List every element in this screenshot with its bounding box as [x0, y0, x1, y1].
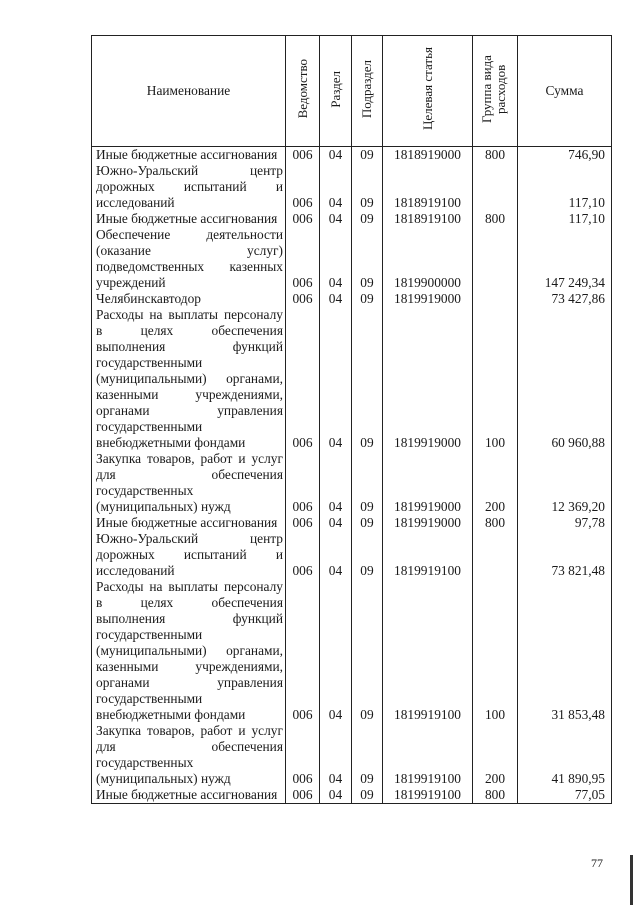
- table-row: [92, 723, 612, 787]
- cell-ved: 006: [286, 723, 320, 787]
- cell-summa: 77,05: [518, 787, 612, 804]
- cell-name: Обеспечение деятельности (оказание услуг) подведомственных казенных учреждений: [92, 227, 286, 291]
- cell-razdel: 04: [320, 211, 352, 227]
- cell-ved: 006: [286, 211, 320, 227]
- cell-razdel: 04: [320, 451, 352, 515]
- cell-celevaya: 1819919100: [383, 531, 473, 579]
- cell-name: Расходы на выплаты персоналу в целях обеспечения выполнения функций государственными (муниципальными) органами, казенными учреждениями, органами управления государственными внебюджетными фондами: [92, 579, 286, 723]
- cell-gruppa: 200: [473, 723, 518, 787]
- cell-celevaya: 1818919100: [383, 211, 473, 227]
- header-gruppa: Группа вида расходов: [473, 36, 518, 147]
- cell-summa: 97,78: [518, 515, 612, 531]
- cell-ved: 006: [286, 531, 320, 579]
- cell-name: Южно-Уральский центр дорожных испытаний и исследований: [92, 163, 286, 211]
- cell-celevaya: 1818919100: [383, 163, 473, 211]
- cell-celevaya: 1819919100: [383, 723, 473, 787]
- table-row: [92, 211, 612, 227]
- cell-gruppa: 800: [473, 211, 518, 227]
- cell-summa: 746,90: [518, 147, 612, 164]
- cell-celevaya: 1819919100: [383, 787, 473, 804]
- cell-celevaya: 1818919000: [383, 147, 473, 164]
- cell-summa: 117,10: [518, 211, 612, 227]
- cell-name: Расходы на выплаты персоналу в целях обеспечения выполнения функций государственными (муниципальными) органами, казенными учреждениями, органами управления государственными внебюджетными фондами: [92, 307, 286, 451]
- cell-podrazdel: 09: [352, 531, 383, 579]
- table-row: [92, 227, 612, 291]
- cell-ved: 006: [286, 451, 320, 515]
- cell-podrazdel: 09: [352, 579, 383, 723]
- cell-ved: 006: [286, 515, 320, 531]
- cell-celevaya: 1819919000: [383, 291, 473, 307]
- cell-summa: 147 249,34: [518, 227, 612, 291]
- cell-summa: 73 821,48: [518, 531, 612, 579]
- cell-summa: 31 853,48: [518, 579, 612, 723]
- cell-razdel: 04: [320, 291, 352, 307]
- cell-razdel: 04: [320, 723, 352, 787]
- cell-name: Иные бюджетные ассигнования: [92, 211, 286, 227]
- cell-name: Закупка товаров, работ и услуг для обеспечения государственных (муниципальных) нужд: [92, 723, 286, 787]
- cell-gruppa: [473, 291, 518, 307]
- cell-ved: 006: [286, 291, 320, 307]
- table-row: [92, 787, 612, 804]
- cell-podrazdel: 09: [352, 163, 383, 211]
- cell-podrazdel: 09: [352, 227, 383, 291]
- cell-name: Южно-Уральский центр дорожных испытаний и исследований: [92, 531, 286, 579]
- cell-gruppa: 800: [473, 147, 518, 164]
- cell-ved: 006: [286, 227, 320, 291]
- table-row: [92, 515, 612, 531]
- cell-gruppa: [473, 531, 518, 579]
- cell-podrazdel: 09: [352, 147, 383, 164]
- table-row: [92, 307, 612, 451]
- page-number: 77: [591, 856, 603, 870]
- cell-celevaya: 1819900000: [383, 227, 473, 291]
- cell-podrazdel: 09: [352, 291, 383, 307]
- cell-ved: 006: [286, 579, 320, 723]
- cell-podrazdel: 09: [352, 515, 383, 531]
- cell-razdel: 04: [320, 579, 352, 723]
- cell-summa: 41 890,95: [518, 723, 612, 787]
- cell-name: Иные бюджетные ассигнования: [92, 787, 286, 804]
- cell-summa: 73 427,86: [518, 291, 612, 307]
- cell-summa: 117,10: [518, 163, 612, 211]
- table-body: [92, 147, 612, 804]
- cell-gruppa: 800: [473, 787, 518, 804]
- header-summa: Сумма: [518, 36, 612, 147]
- cell-name: Челябинскавтодор: [92, 291, 286, 307]
- cell-celevaya: 1819919000: [383, 515, 473, 531]
- cell-podrazdel: 09: [352, 307, 383, 451]
- cell-razdel: 04: [320, 787, 352, 804]
- table-row: [92, 531, 612, 579]
- cell-ved: 006: [286, 163, 320, 211]
- cell-celevaya: 1819919000: [383, 307, 473, 451]
- cell-podrazdel: 09: [352, 723, 383, 787]
- cell-podrazdel: 09: [352, 211, 383, 227]
- cell-name: Иные бюджетные ассигнования: [92, 515, 286, 531]
- cell-celevaya: 1819919100: [383, 579, 473, 723]
- cell-ved: 006: [286, 147, 320, 164]
- table-row: [92, 579, 612, 723]
- header-celevaya: Целевая статья: [383, 36, 473, 147]
- header-razdel: Раздел: [320, 36, 352, 147]
- cell-name: Закупка товаров, работ и услуг для обеспечения государственных (муниципальных) нужд: [92, 451, 286, 515]
- cell-razdel: 04: [320, 307, 352, 451]
- cell-gruppa: 800: [473, 515, 518, 531]
- scan-edge-mark: [630, 855, 633, 905]
- header-podrazdel: Подраздел: [352, 36, 383, 147]
- table-row: [92, 451, 612, 515]
- cell-ved: 006: [286, 787, 320, 804]
- header-name: Наименование: [92, 36, 286, 147]
- cell-gruppa: 200: [473, 451, 518, 515]
- table-row: [92, 147, 612, 164]
- cell-podrazdel: 09: [352, 451, 383, 515]
- cell-celevaya: 1819919000: [383, 451, 473, 515]
- cell-summa: 12 369,20: [518, 451, 612, 515]
- cell-razdel: 04: [320, 147, 352, 164]
- cell-name: Иные бюджетные ассигнования: [92, 147, 286, 164]
- table-row: [92, 291, 612, 307]
- cell-razdel: 04: [320, 227, 352, 291]
- cell-razdel: 04: [320, 515, 352, 531]
- cell-gruppa: [473, 163, 518, 211]
- budget-table: [91, 35, 612, 804]
- cell-gruppa: 100: [473, 307, 518, 451]
- table-header-row: [92, 36, 612, 147]
- cell-ved: 006: [286, 307, 320, 451]
- header-ved: Ведомство: [286, 36, 320, 147]
- cell-gruppa: 100: [473, 579, 518, 723]
- table-row: [92, 163, 612, 211]
- cell-gruppa: [473, 227, 518, 291]
- cell-summa: 60 960,88: [518, 307, 612, 451]
- cell-razdel: 04: [320, 531, 352, 579]
- cell-razdel: 04: [320, 163, 352, 211]
- cell-podrazdel: 09: [352, 787, 383, 804]
